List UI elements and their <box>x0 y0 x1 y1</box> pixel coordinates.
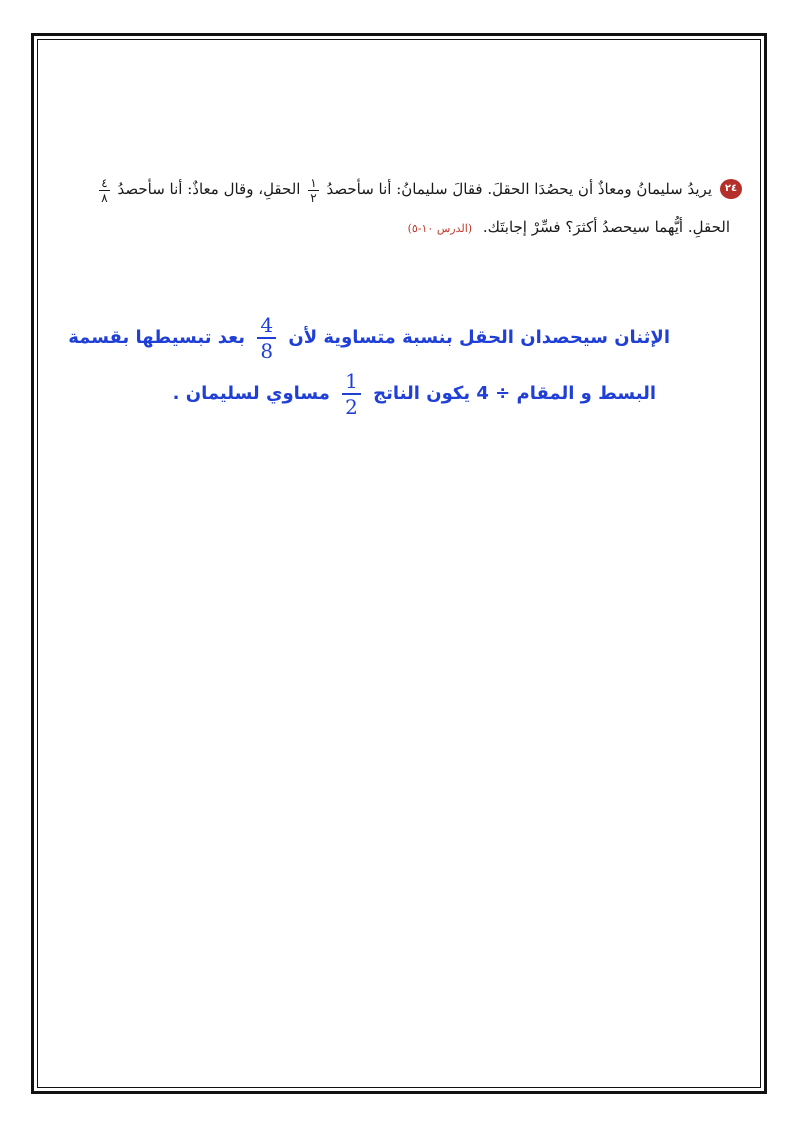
answer-fraction-four-eighths: $\frac{4}{8}$ <box>257 315 276 361</box>
answer-block <box>68 310 670 422</box>
answer-fraction-one-half: $\frac{1}{2}$ <box>342 371 361 417</box>
question-block <box>101 170 740 246</box>
question-fraction-four-eighths: $\frac{٤}{٨}$ <box>101 175 108 205</box>
answer-text-part-1: الإثنان سيحصدان الحقل بنسبة متساوية لأن <box>288 327 670 348</box>
answer-text-part-2: بعد تبسيطها بقسمة <box>68 327 246 348</box>
answer-line-2 <box>130 366 656 422</box>
question-text-line-2: الحقلِ. أيُّهما سيحصدُ أكثرَ؟ فسِّرْ إجابتَك. <box>482 218 730 236</box>
question-text-part-1: يريدُ سليمانُ ومعاذٌ أن يحصُدَا الحقلَ. فقالَ سليمانُ: أنا سأحصدُ $\frac{١}{٢}$ الحقلِ، وقال معاذٌ: أنا سأحصدُ $\frac{٤}{٨}$ <box>101 175 712 205</box>
question-line-1 <box>101 170 740 208</box>
question-number-badge: ٢٤ <box>720 179 742 199</box>
lesson-reference: (الدرس ١٠-٥) <box>407 222 473 235</box>
question-line-2 <box>130 208 730 246</box>
question-fraction-one-half: $\frac{١}{٢}$ <box>310 175 317 205</box>
answer-text-part-3: البسط و المقام ÷ 4 يكون الناتج <box>373 383 656 404</box>
answer-text-part-4: مساوي لسليمان . <box>172 383 330 404</box>
question-text-part-2: الحقلِ، وقال معاذٌ: أنا سأحصدُ <box>117 180 301 198</box>
answer-line-1 <box>68 310 670 366</box>
